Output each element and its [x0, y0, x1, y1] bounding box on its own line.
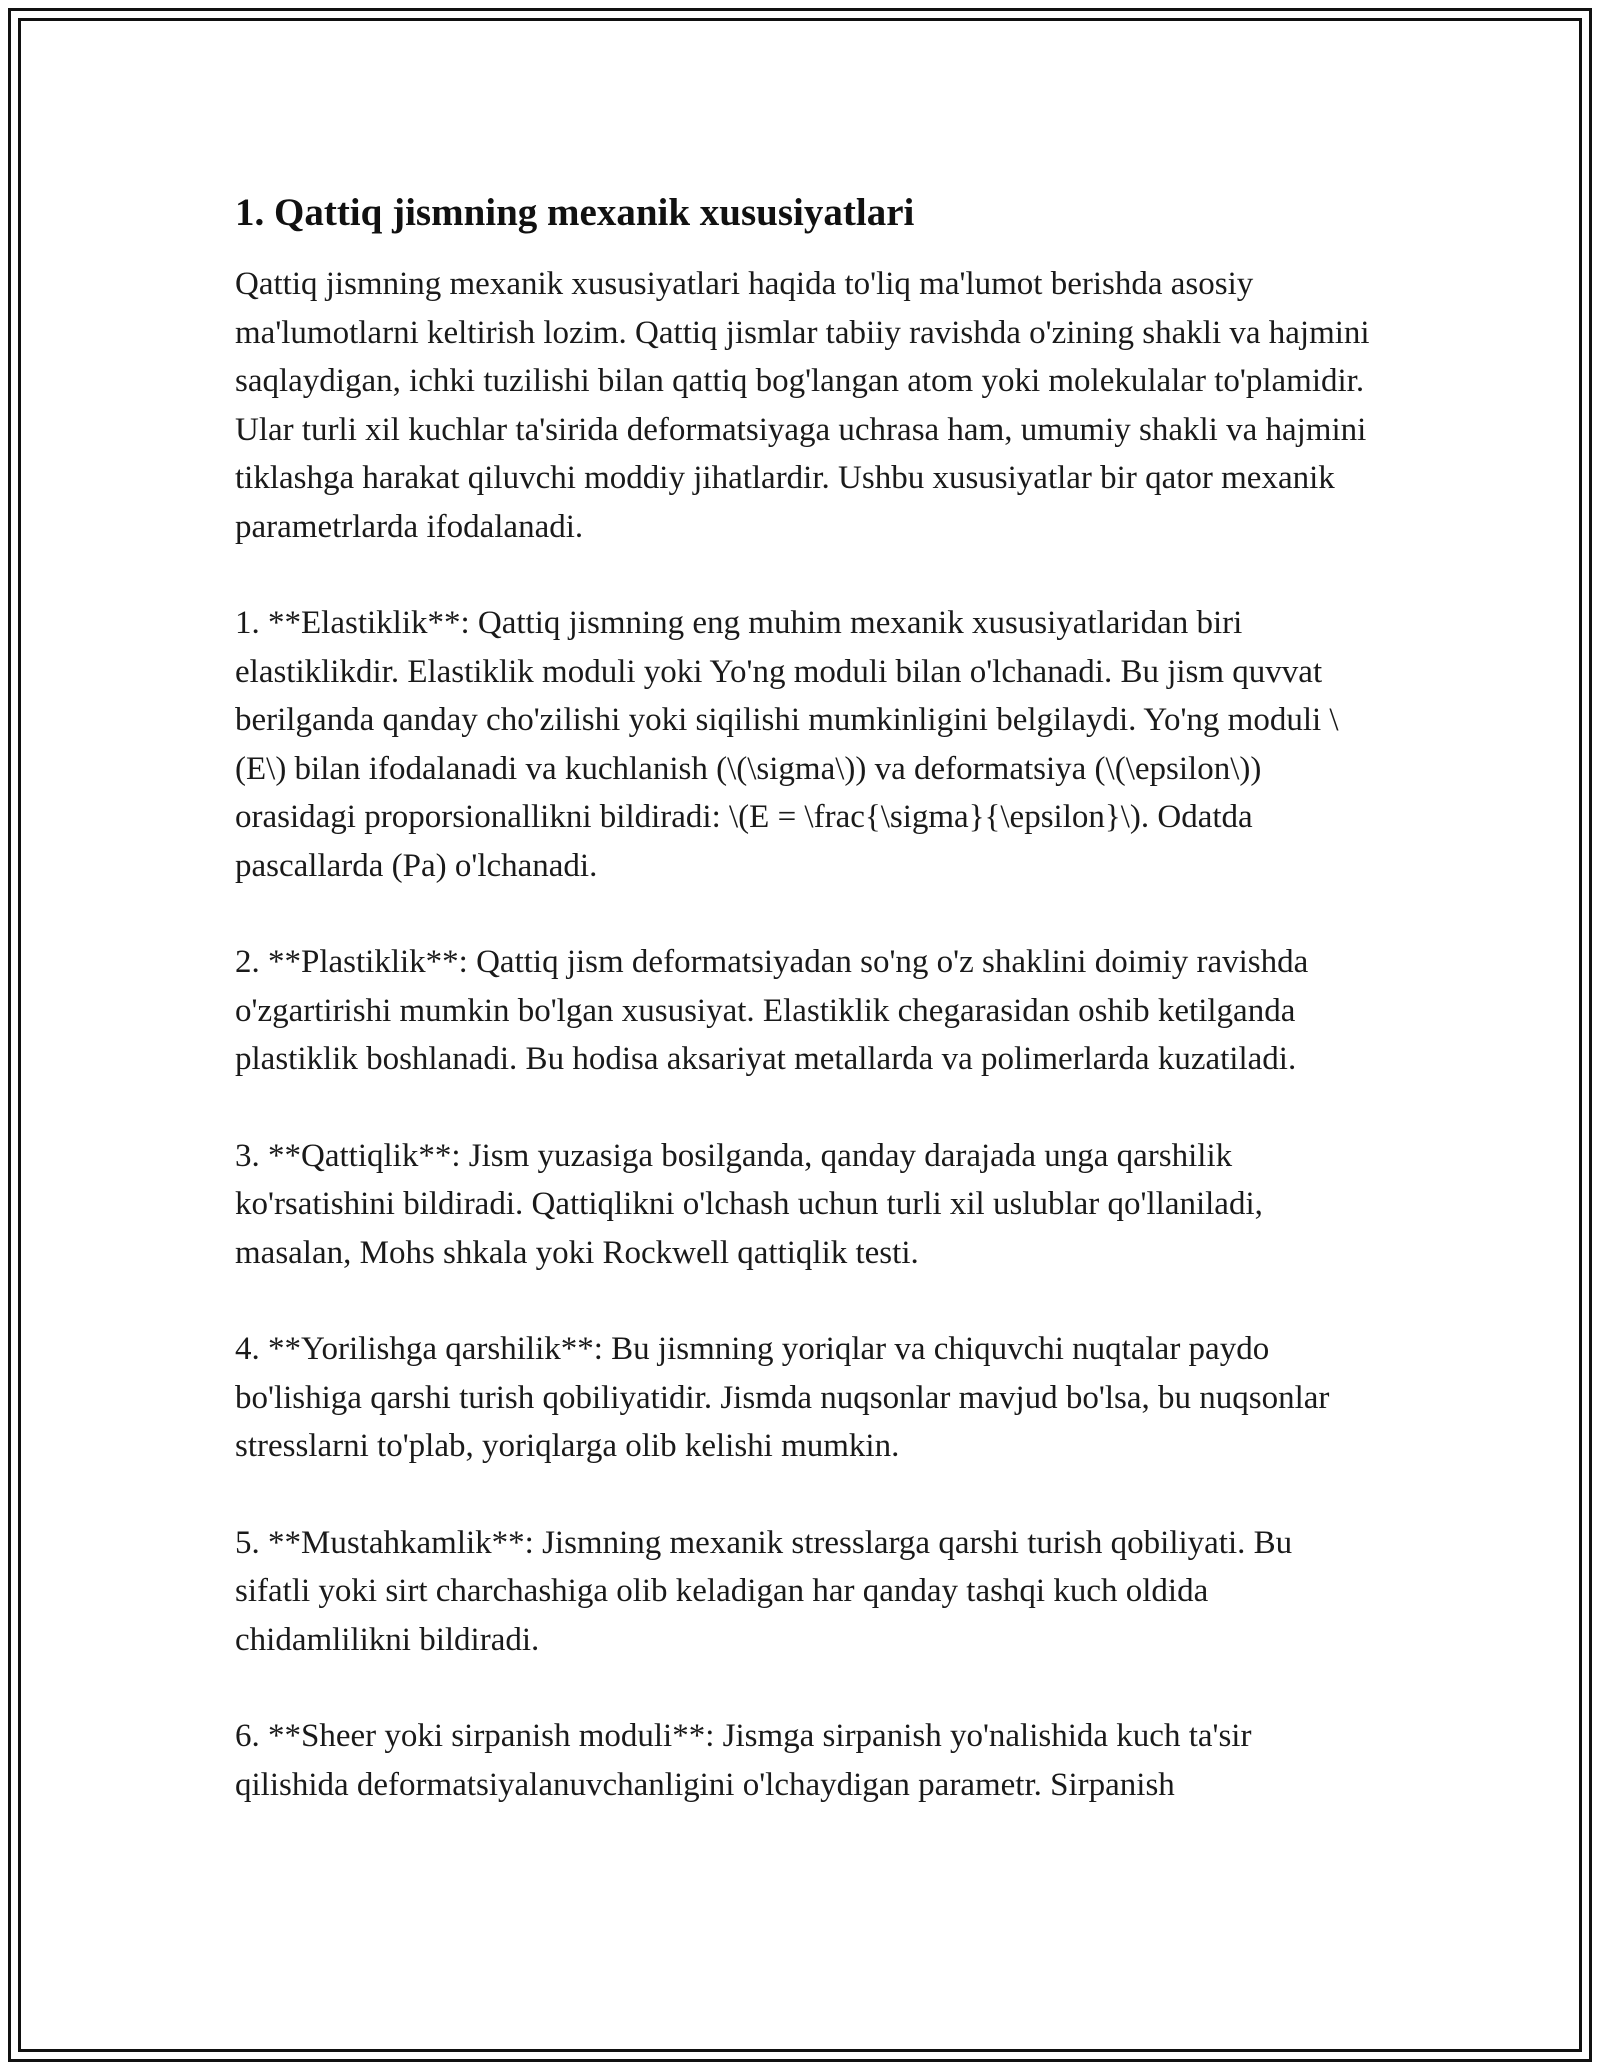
document-body: [235, 188, 1370, 1857]
intro-paragraph: Qattiq jismning mexanik xususiyatlari haqida to'liq ma'lumot berishda asosiy ma'lumotlarni keltirish lozim. Qattiq jismlar tabiiy ravishda o'zining shakli va hajmini saqlaydigan, ichki tuzilishi bilan qattiq bog'langan atom yoki molekulalar to'plamidir. Ular turli xil kuchlar ta'sirida deformatsiyaga uchrasa ham, umumiy shakli va hajmini tiklashga harakat qiluvchi moddiy jihatlardir. Ushbu xususiyatlar bir qator mexanik parametrlarda ifodalanadi.: [235, 266, 1370, 545]
fracture-resistance-paragraph: 4. **Yorilishga qarshilik**: Bu jismning yoriqlar va chiquvchi nuqtalar paydo bo'lishiga qarshi turish qobiliyatidir. Jismda nuqsonlar mavjud bo'lsa, bu nuqsonlar stresslarni to'plab, yoriqlarga olib kelishi mumkin.: [235, 1331, 1330, 1464]
section-heading: 1. Qattiq jismning mexanik xususiyatlari: [235, 191, 915, 234]
shear-modulus-paragraph: 6. **Sheer yoki sirpanish moduli**: Jismga sirpanish yo'nalishida kuch ta'sir qilishida deformatsiyalanuvchanligini o'lchaydigan parametr. Sirpanish: [235, 1718, 1252, 1803]
elasticity-paragraph: 1. **Elastiklik**: Qattiq jismning eng muhim mexanik xususiyatlaridan biri elastiklikdir. Elastiklik moduli yoki Yo'ng moduli bilan o'lchanadi. Bu jism quvvat berilganda qanday cho'zilishi yoki siqilishi mumkinligini belgilaydi. Yo'ng moduli \(E\) bilan ifodalanadi va kuchlanish (\(\sigma\)) va deformatsiya (\(\epsilon\)) orasidagi proporsionallikni bildiradi: \(E = \frac{\sigma}{\epsilon}\). Odatda pascallarda (Pa) o'lchanadi.: [235, 605, 1339, 884]
plasticity-paragraph: 2. **Plastiklik**: Qattiq jism deformatsiyadan so'ng o'z shaklini doimiy ravishda o'zgartirishi mumkin bo'lgan xususiyat. Elastiklik chegarasidan oshib ketilganda plastiklik boshlanadi. Bu hodisa aksariyat metallarda va polimerlarda kuzatiladi.: [235, 944, 1309, 1077]
strength-paragraph: 5. **Mustahkamlik**: Jismning mexanik stresslarga qarshi turish qobiliyati. Bu sifatli yoki sirt charchashiga olib keladigan har qanday tashqi kuch oldida chidamlilikni bildiradi.: [235, 1524, 1293, 1658]
hardness-paragraph: 3. **Qattiqlik**: Jism yuzasiga bosilganda, qanday darajada unga qarshilik ko'rsatishini bildiradi. Qattiqlikni o'lchash uchun turli xil uslublar qo'llaniladi, masalan, Mohs shkala yoki Rockwell qattiqlik testi.: [235, 1137, 1263, 1271]
